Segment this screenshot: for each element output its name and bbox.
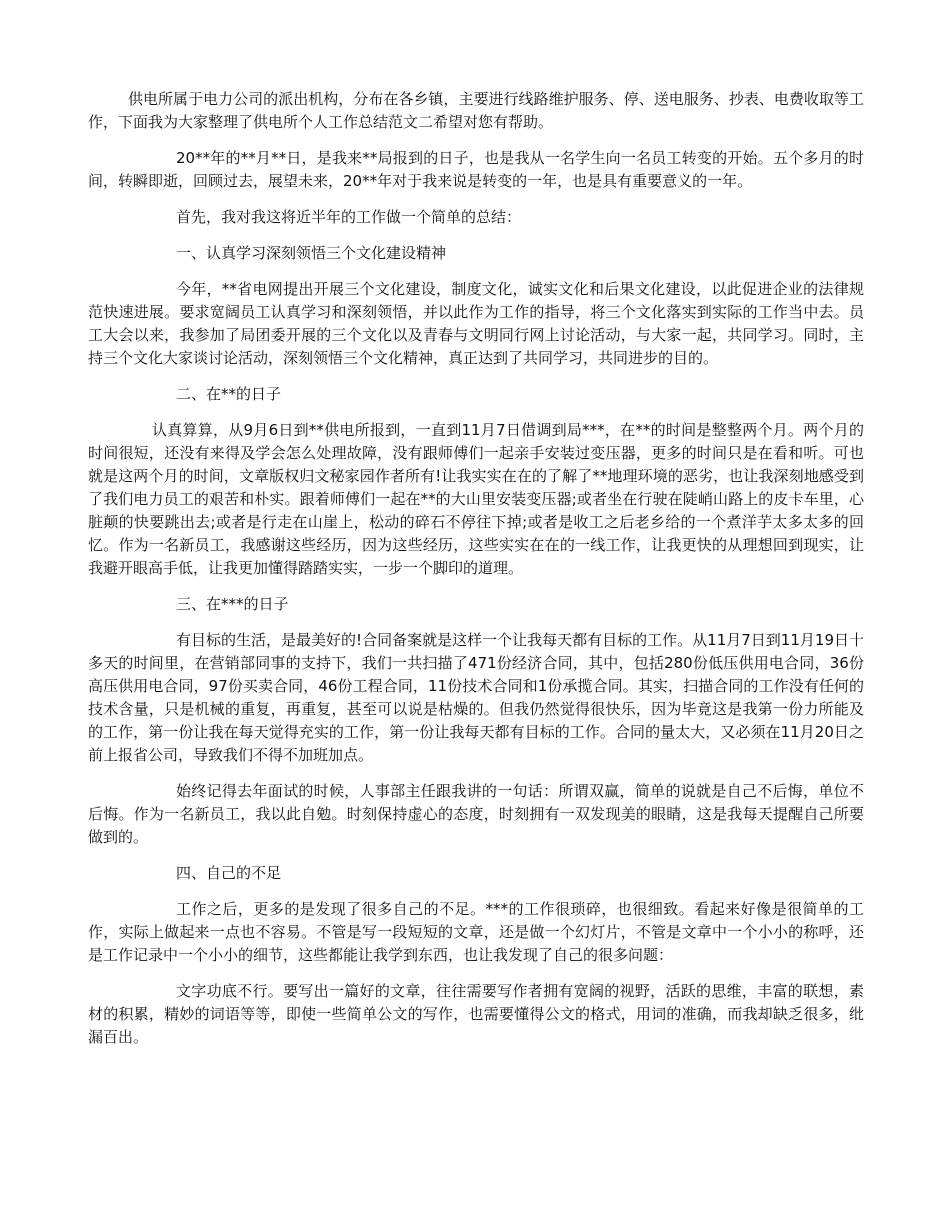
section-heading-2: 二、在**的日子: [176, 385, 282, 403]
paragraph-writing-skill: 文字功底不行。要写出一篇好的文章，往往需要写作者拥有宽阔的视野，活跃的思维，丰富的联想，素材的积累，精妙的词语等等，即使一些简单公文的写作，也需要懂得公文的格式，用词的准确，而我却缺乏很多，纰漏百出。: [88, 982, 864, 1046]
section-heading-4: 四、自己的不足: [176, 864, 282, 882]
section-heading-1: 一、认真学习深刻领悟三个文化建设精神: [176, 244, 447, 262]
paragraph-start-date: 20**年的**月**日，是我来**局报到的日子，也是我从一名学生向一名员工转变的开始。五个多月的时间，转瞬即逝，回顾过去，展望未来，20**年对于我来说是转变的一年，也是具有重要意义的一年。: [88, 149, 864, 190]
paragraph-station-days: 认真算算，从9月6日到**供电所报到，一直到11月7日借调到局***，在**的时间是整整两个月。两个月的时间很短，还没有来得及学会怎么处理故障，没有跟师傅们一起亲手安装过变压器，更多的时间只是在看和听。可也就是这两个月的时间，文章版权归文秘家园作者所有!让我实实在在的了解了**地理环境的恶劣，也让我深刻地感受到了我们电力员工的艰苦和朴实。跟着师傅们一起在**的大山里安装变压器;或者坐在行驶在陡峭山路上的皮卡车里，心脏颠的快要跳出去;或者是行走在山崖上，松动的碎石不停往下掉;或者是收工之后老乡给的一个煮洋芋太多太多的回忆。作为一名新员工，我感谢这些经历，因为这些经历，这些实实在在的一线工作，让我更快的从理想回到现实，让我避开眼高手低，让我更加懂得踏踏实实，一步一个脚印的道理。: [88, 421, 864, 577]
paragraph-contracts: 有目标的生活，是最美好的!合同备案就是这样一个让我每天都有目标的工作。从11月7日到11月19日十多天的时间里，在营销部同事的支持下，我们一共扫描了471份经济合同，其中，包括280份低压供用电合同，36份高压供用电合同，97份买卖合同，46份工程合同，11份技术合同和1份承揽合同。其实，扫描合同的工作没有任何的技术含量，只是机械的重复，再重复，甚至可以说是枯燥的。但我仍然觉得很快乐，因为毕竟这是我第一份力所能及的工作，第一份让我在每天觉得充实的工作，第一份让我每天都有目标的工作。合同的量太大，又必须在11月20日之前上报省公司，导致我们不得不加班加点。: [88, 631, 864, 764]
section-heading-3: 三、在***的日子: [176, 595, 289, 613]
paragraph-interview: 始终记得去年面试的时候，人事部主任跟我讲的一句话：所谓双赢，简单的说就是自己不后悔，单位不后悔。作为一名新员工，我以此自勉。时刻保持虚心的态度，时刻拥有一双发现美的眼睛，这是我每天提醒自己所要做到的。: [88, 782, 864, 846]
intro-paragraph: 供电所属于电力公司的派出机构，分布在各乡镇，主要进行线路维护服务、停、送电服务、抄表、电费收取等工作，下面我为大家整理了供电所个人工作总结范文二希望对您有帮助。: [88, 90, 864, 131]
document-page: [88, 88, 864, 1062]
paragraph-shortcomings: 工作之后，更多的是发现了很多自己的不足。***的工作很琐碎，也很细致。看起来好像是很简单的工作，实际上做起来一点也不容易。不管是写一段短短的文章，还是做一个幻灯片，不管是文章中一个小小的称呼，还是工作记录中一个小小的细节，这些都能让我学到东西，也让我发现了自己的很多问题：: [88, 900, 864, 964]
paragraph-culture: 今年，**省电网提出开展三个文化建设，制度文化，诚实文化和后果文化建设，以此促进企业的法律规范快速进展。要求宽阔员工认真学习和深刻领悟，并以此作为工作的指导，将三个文化落实到实际的工作当中去。员工大会以来，我参加了局团委开展的三个文化以及青春与文明同行网上讨论活动，与大家一起，共同学习。同时，主持三个文化大家谈讨论活动，深刻领悟三个文化精神，真正达到了共同学习，共同进步的目的。: [88, 280, 864, 367]
paragraph-summary-intro: 首先，我对我这将近半年的工作做一个简单的总结：: [176, 208, 522, 226]
